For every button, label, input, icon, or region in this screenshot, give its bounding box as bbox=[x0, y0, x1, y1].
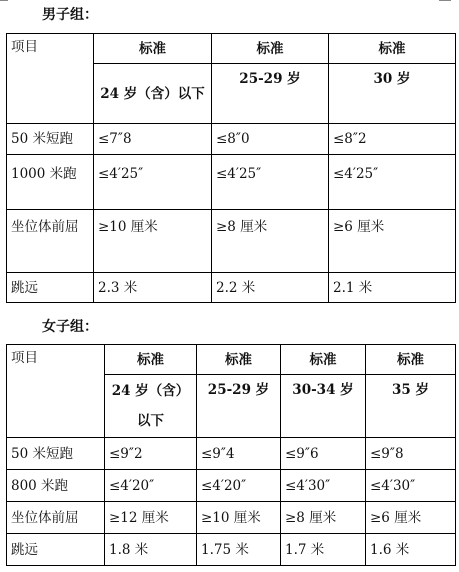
female-value-cell: ≤9″2 bbox=[105, 438, 197, 470]
female-value-cell: ≤9″8 bbox=[366, 438, 456, 470]
female-value-cell: 1.7 米 bbox=[281, 534, 366, 566]
female-age-group: 30-34 岁 bbox=[281, 375, 366, 438]
male-age-group: 24 岁（含）以下 bbox=[94, 64, 212, 124]
male-value-cell: 2.3 米 bbox=[94, 273, 212, 303]
male-group-heading: 男子组： bbox=[42, 7, 98, 23]
corner-mark-left bbox=[0, 0, 8, 1]
female-row-50m bbox=[7, 438, 456, 470]
female-value-cell: 1.6 米 bbox=[366, 534, 456, 566]
male-age-group: 25-29 岁 bbox=[212, 64, 329, 124]
male-standard-label: 标准 bbox=[94, 34, 212, 64]
female-row-sit-reach bbox=[7, 502, 456, 534]
male-row-sit-reach bbox=[7, 210, 456, 273]
female-standards-table bbox=[6, 344, 456, 566]
male-value-cell: ≤8″0 bbox=[212, 124, 329, 155]
male-standard-label: 标准 bbox=[329, 34, 456, 64]
female-age-group: 24 岁（含）以下 bbox=[105, 375, 197, 438]
male-item-cell: 坐位体前屈 bbox=[7, 210, 94, 273]
male-value-cell: ≤4′25″ bbox=[94, 155, 212, 210]
female-value-cell: 1.8 米 bbox=[105, 534, 197, 566]
male-header-row-standard bbox=[7, 34, 456, 64]
male-value-cell: ≤4′25″ bbox=[212, 155, 329, 210]
male-item-cell: 1000 米跑 bbox=[7, 155, 94, 210]
female-group-heading: 女子组： bbox=[42, 319, 98, 335]
female-value-cell: ≥12 厘米 bbox=[105, 502, 197, 534]
female-standard-label: 标准 bbox=[105, 345, 197, 375]
male-value-cell: 2.1 米 bbox=[329, 273, 456, 303]
male-value-cell: ≤8″2 bbox=[329, 124, 456, 155]
male-value-cell: ≥10 厘米 bbox=[94, 210, 212, 273]
male-value-cell: ≤4′25″ bbox=[329, 155, 456, 210]
male-value-cell: ≥8 厘米 bbox=[212, 210, 329, 273]
female-age-group: 25-29 岁 bbox=[197, 375, 281, 438]
female-value-cell: ≤4′30″ bbox=[281, 470, 366, 502]
male-item-cell: 跳远 bbox=[7, 273, 94, 303]
male-value-cell: ≤7″8 bbox=[94, 124, 212, 155]
female-value-cell: ≥6 厘米 bbox=[366, 502, 456, 534]
male-row-50m bbox=[7, 124, 456, 155]
male-age-group: 30 岁 bbox=[329, 64, 456, 124]
male-value-cell: 2.2 米 bbox=[212, 273, 329, 303]
male-item-cell: 50 米短跑 bbox=[7, 124, 94, 155]
female-item-cell: 800 米跑 bbox=[7, 470, 105, 502]
male-standard-label: 标准 bbox=[212, 34, 329, 64]
male-value-cell: ≥6 厘米 bbox=[329, 210, 456, 273]
female-value-cell: ≥8 厘米 bbox=[281, 502, 366, 534]
male-standards-table bbox=[6, 33, 456, 303]
female-item-cell: 坐位体前屈 bbox=[7, 502, 105, 534]
female-item-cell: 50 米短跑 bbox=[7, 438, 105, 470]
female-standard-label: 标准 bbox=[366, 345, 456, 375]
male-row-1000m bbox=[7, 155, 456, 210]
female-value-cell: ≤4′20″ bbox=[105, 470, 197, 502]
male-item-header: 项目 bbox=[7, 34, 94, 124]
female-standard-label: 标准 bbox=[281, 345, 366, 375]
male-row-jump bbox=[7, 273, 456, 303]
female-item-cell: 跳远 bbox=[7, 534, 105, 566]
page-edge-marks bbox=[0, 0, 459, 3]
female-value-cell: ≤9″4 bbox=[197, 438, 281, 470]
corner-mark-right bbox=[439, 0, 451, 1]
female-value-cell: ≤9″6 bbox=[281, 438, 366, 470]
female-value-cell: ≥10 厘米 bbox=[197, 502, 281, 534]
female-age-group: 35 岁 bbox=[366, 375, 456, 438]
female-standard-label: 标准 bbox=[197, 345, 281, 375]
female-value-cell: ≤4′20″ bbox=[197, 470, 281, 502]
female-header-row-standard bbox=[7, 345, 456, 375]
female-value-cell: ≤4′30″ bbox=[366, 470, 456, 502]
female-value-cell: 1.75 米 bbox=[197, 534, 281, 566]
female-row-800m bbox=[7, 470, 456, 502]
female-item-header: 项目 bbox=[7, 345, 105, 438]
female-row-jump bbox=[7, 534, 456, 566]
